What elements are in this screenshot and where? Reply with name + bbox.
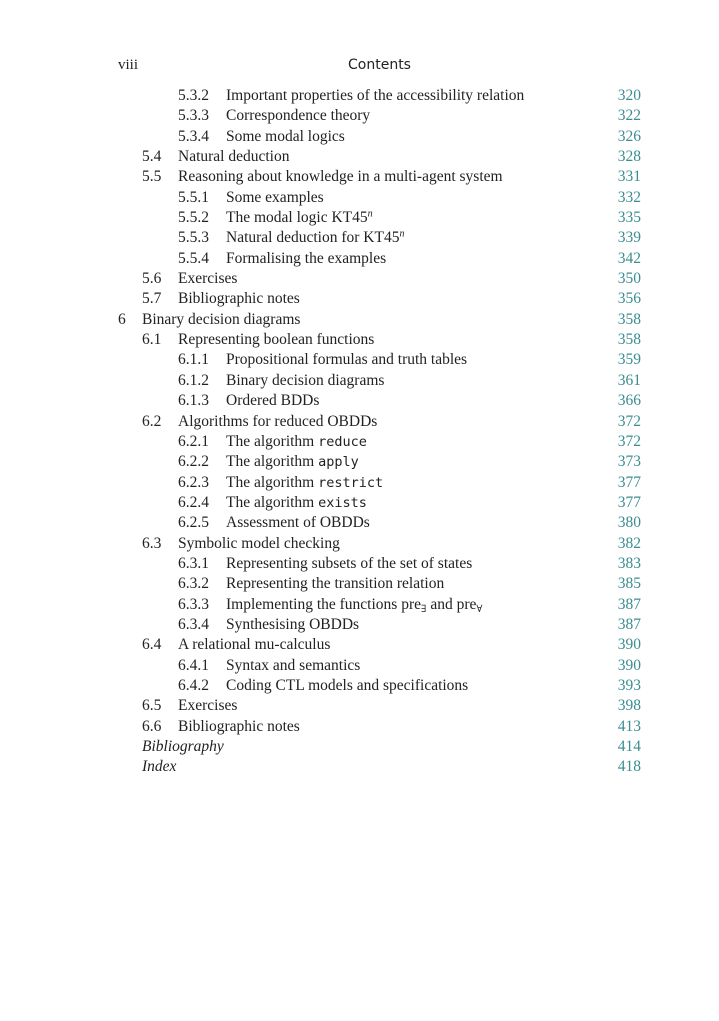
- toc-entry-number: 5.6: [142, 270, 162, 288]
- toc-entry-title: [226, 391, 319, 411]
- toc-entry-title-text: Binary decision diagrams: [226, 371, 385, 389]
- toc-page-link[interactable]: 342: [617, 249, 641, 267]
- toc-entry[interactable]: [0, 615, 719, 635]
- superscript: n: [367, 208, 373, 220]
- toc-entry-number: 6.2.4: [178, 493, 209, 511]
- toc-entry-title-text: Synthesising OBDDs: [226, 615, 360, 633]
- toc-entry-title-text: Assessment of OBDDs: [226, 514, 370, 532]
- toc-entry-title: [178, 412, 377, 432]
- toc-entry-title: [226, 513, 370, 533]
- algorithm-name: apply: [318, 454, 359, 471]
- toc-page-link[interactable]: 322: [617, 107, 641, 125]
- toc-entry[interactable]: [0, 249, 719, 269]
- toc-entry[interactable]: [0, 167, 719, 187]
- toc-entry-number: 6.5: [142, 697, 162, 715]
- toc-entry-number: 6.2: [142, 412, 162, 430]
- toc-entry[interactable]: [0, 289, 719, 309]
- toc-entry-title: [178, 696, 237, 716]
- toc-entry-number: 6.3.4: [178, 615, 209, 633]
- toc-entry-title: [226, 127, 345, 147]
- toc-page-link[interactable]: 418: [617, 758, 641, 776]
- toc-entry[interactable]: [0, 106, 719, 126]
- toc-entry-title-text: Correspondence theory: [226, 107, 371, 125]
- toc-page-link[interactable]: 390: [617, 636, 641, 654]
- toc-entry[interactable]: [0, 635, 719, 655]
- toc-entry-title: [226, 493, 367, 513]
- toc-entry-number: 6.4: [142, 636, 162, 654]
- toc-entry-title-text: Coding CTL models and specifications: [226, 676, 469, 694]
- toc-entry-number: 5.3.3: [178, 107, 209, 125]
- toc-entry[interactable]: [0, 127, 719, 147]
- toc-entry[interactable]: [0, 391, 719, 411]
- toc-entry[interactable]: [0, 188, 719, 208]
- toc-entry-title-text: Natural deduction: [178, 148, 290, 166]
- toc-entry-title: [226, 188, 324, 208]
- toc-entry[interactable]: [0, 371, 719, 391]
- toc-entry[interactable]: [0, 513, 719, 533]
- toc-entry[interactable]: [0, 493, 719, 513]
- toc-entry[interactable]: [0, 534, 719, 554]
- toc-page-link[interactable]: 326: [617, 127, 641, 145]
- toc-entry-title-text: The algorithm: [226, 453, 319, 471]
- toc-entry-title: [226, 86, 524, 106]
- toc-page-link[interactable]: 320: [617, 87, 641, 104]
- toc-entry[interactable]: [0, 330, 719, 350]
- toc-entry-number: 5.5.3: [178, 229, 209, 247]
- toc-entry[interactable]: [0, 574, 719, 594]
- toc-entry[interactable]: [0, 310, 719, 330]
- toc-entry-number: 6.2.1: [178, 432, 209, 450]
- toc-entry-title-text: Exercises: [178, 270, 238, 288]
- toc-entry-title: [142, 757, 176, 777]
- toc-page-link[interactable]: 372: [617, 412, 641, 430]
- subscript: ∃: [421, 603, 427, 615]
- toc-entry-title-text: Some modal logics: [226, 127, 345, 145]
- toc-entry-number: 6.2.3: [178, 473, 209, 491]
- toc-entry-title-text: Important properties of the accessibility relation: [226, 87, 525, 104]
- toc-page-link[interactable]: 377: [617, 493, 641, 511]
- toc-page-link[interactable]: 366: [617, 392, 641, 410]
- toc-entry-title-text: The algorithm: [226, 493, 319, 511]
- toc-entry-title: [178, 289, 300, 309]
- toc-entry-title-text: Binary decision diagrams: [142, 310, 301, 328]
- toc-page-link[interactable]: 358: [617, 310, 641, 328]
- toc-entry[interactable]: [0, 350, 719, 370]
- toc-entry-title-text: Natural deduction for KT45: [226, 229, 400, 247]
- page-header: [118, 57, 641, 77]
- toc-entry-title: [178, 717, 300, 737]
- toc-entry[interactable]: [0, 656, 719, 676]
- toc-entry-title-text: and pre: [426, 595, 477, 613]
- toc-entry-number: 6.1: [142, 331, 162, 349]
- toc-entry-title: [226, 676, 468, 696]
- toc-entry-title: [226, 432, 367, 452]
- toc-entry-title: [226, 473, 383, 493]
- toc-page-link[interactable]: 385: [617, 575, 641, 593]
- toc-page-link[interactable]: 380: [617, 514, 641, 532]
- toc-page-link[interactable]: 350: [617, 270, 641, 288]
- toc-entry-number: 5.5.2: [178, 209, 209, 227]
- toc-page-link[interactable]: 398: [617, 697, 641, 715]
- toc-entry-title: [226, 656, 360, 676]
- toc-page-link[interactable]: 335: [617, 209, 641, 227]
- toc-page-link[interactable]: 332: [617, 188, 641, 206]
- toc-entry[interactable]: [0, 269, 719, 289]
- toc-entry-title: [226, 615, 359, 635]
- toc-page-link[interactable]: 387: [617, 615, 641, 633]
- toc-entry[interactable]: [0, 86, 719, 106]
- toc-entry-number: 6.4.1: [178, 656, 209, 674]
- toc-entry-title-text: Implementing the functions pre: [226, 595, 421, 613]
- toc-entry-title: [178, 330, 374, 350]
- toc-entry[interactable]: [0, 147, 719, 167]
- toc-entry-title-text: Some examples: [226, 188, 324, 206]
- toc-entry-number: 5.3.4: [178, 127, 209, 145]
- toc-entry-title: [226, 554, 472, 574]
- toc-entry-number: 5.5.1: [178, 188, 209, 206]
- toc-entry-number: 6.3.2: [178, 575, 209, 593]
- toc-entry[interactable]: [0, 452, 719, 472]
- toc-entry[interactable]: [0, 595, 719, 615]
- toc-entry-title-text: Algorithms for reduced OBDDs: [178, 412, 378, 430]
- toc-entry-title-text: Bibliography: [142, 738, 224, 755]
- toc-entry-title-text: Representing boolean functions: [178, 331, 375, 349]
- toc-entry-number: 5.7: [142, 290, 162, 308]
- toc-entry-title: [178, 534, 340, 554]
- toc-entry[interactable]: [0, 473, 719, 493]
- table-of-contents: [0, 86, 719, 778]
- toc-entry-title-text: Reasoning about knowledge in a multi-agent system: [178, 168, 503, 186]
- toc-entry-title: [142, 737, 224, 757]
- toc-entry-title-text: Propositional formulas and truth tables: [226, 351, 468, 369]
- toc-page-link[interactable]: 377: [617, 473, 641, 491]
- toc-entry-number: 6.3: [142, 534, 162, 552]
- toc-entry-title-text: Symbolic model checking: [178, 534, 340, 552]
- toc-entry-title: [226, 106, 370, 126]
- toc-page-link[interactable]: 390: [617, 656, 641, 674]
- toc-entry-title: [226, 371, 384, 391]
- toc-entry[interactable]: [0, 208, 719, 228]
- toc-entry-title: [178, 167, 503, 187]
- toc-page-link[interactable]: 358: [617, 331, 641, 349]
- toc-page-link[interactable]: 372: [617, 432, 641, 450]
- toc-entry-number: 6.4.2: [178, 676, 209, 694]
- toc-entry-title: [226, 350, 467, 370]
- toc-entry-title-text: Syntax and semantics: [226, 656, 361, 674]
- toc-entry-number: 6.3.3: [178, 595, 209, 613]
- toc-page-link[interactable]: 414: [617, 738, 641, 755]
- toc-entry-title-text: The algorithm: [226, 432, 319, 450]
- toc-entry-title-text: Formalising the examples: [226, 249, 387, 267]
- toc-entry-title-text: Index: [142, 758, 177, 776]
- toc-entry-number: 5.4: [142, 148, 162, 166]
- toc-entry-title-text: The modal logic KT45: [226, 209, 368, 227]
- toc-entry-number: 5.5.4: [178, 249, 209, 267]
- running-title: Contents: [348, 57, 411, 73]
- algorithm-name: exists: [318, 494, 367, 511]
- toc-page-link[interactable]: 356: [617, 290, 641, 308]
- toc-entry-title: [178, 147, 289, 167]
- toc-page-link[interactable]: 413: [617, 717, 641, 735]
- toc-page-link[interactable]: 328: [617, 148, 641, 166]
- toc-entry-title: [226, 595, 482, 615]
- toc-entry-number: 6.1.1: [178, 351, 209, 369]
- toc-entry-title-text: Representing the transition relation: [226, 575, 445, 593]
- toc-entry-number: 6: [118, 310, 126, 328]
- toc-entry-number: 6.2.2: [178, 453, 209, 471]
- toc-entry[interactable]: [0, 432, 719, 452]
- toc-entry[interactable]: [0, 757, 719, 777]
- toc-entry-number: 6.1.3: [178, 392, 209, 410]
- toc-entry-title-text: Bibliographic notes: [178, 717, 300, 735]
- toc-entry-title: [226, 208, 373, 228]
- toc-entry-title: [226, 249, 386, 269]
- toc-page-link[interactable]: 361: [617, 371, 641, 389]
- toc-page-link[interactable]: 359: [617, 351, 641, 369]
- toc-entry-title-text: A relational mu-calculus: [178, 636, 331, 654]
- toc-entry-title: [226, 574, 444, 594]
- toc-entry[interactable]: [0, 717, 719, 737]
- toc-entry-title: [142, 310, 300, 330]
- toc-entry-title-text: Exercises: [178, 697, 238, 715]
- toc-entry-number: 6.6: [142, 717, 162, 735]
- toc-entry-number: 6.1.2: [178, 371, 209, 389]
- toc-entry-title: [226, 228, 404, 248]
- toc-entry[interactable]: [0, 412, 719, 432]
- toc-page-link[interactable]: 382: [617, 534, 641, 552]
- toc-entry[interactable]: [0, 554, 719, 574]
- toc-page-link[interactable]: 331: [617, 168, 641, 186]
- toc-entry[interactable]: [0, 737, 719, 757]
- toc-entry-number: 5.5: [142, 168, 162, 186]
- toc-page-link[interactable]: 373: [617, 453, 641, 471]
- toc-entry[interactable]: [0, 228, 719, 248]
- toc-entry-title-text: The algorithm: [226, 473, 319, 491]
- toc-entry[interactable]: [0, 676, 719, 696]
- toc-entry-title: [178, 635, 330, 655]
- toc-entry-title: [226, 452, 359, 472]
- toc-entry[interactable]: [0, 696, 719, 716]
- toc-entry-title-text: Ordered BDDs: [226, 392, 320, 410]
- toc-page-link[interactable]: 393: [617, 676, 641, 694]
- toc-page-link[interactable]: 387: [617, 595, 641, 613]
- algorithm-name: restrict: [318, 474, 384, 491]
- page-number: viii: [118, 57, 139, 73]
- toc-entry-title: [178, 269, 237, 289]
- superscript: n: [399, 228, 405, 240]
- toc-entry-title-text: Representing subsets of the set of states: [226, 554, 473, 572]
- toc-page-link[interactable]: 339: [617, 229, 641, 247]
- toc-entry-title-text: Bibliographic notes: [178, 290, 300, 308]
- algorithm-name: reduce: [318, 433, 367, 450]
- toc-entry-number: 5.3.2: [178, 87, 209, 104]
- subscript: ∀: [476, 603, 483, 615]
- toc-entry-number: 6.2.5: [178, 514, 209, 532]
- toc-entry-number: 6.3.1: [178, 554, 209, 572]
- toc-page-link[interactable]: 383: [617, 554, 641, 572]
